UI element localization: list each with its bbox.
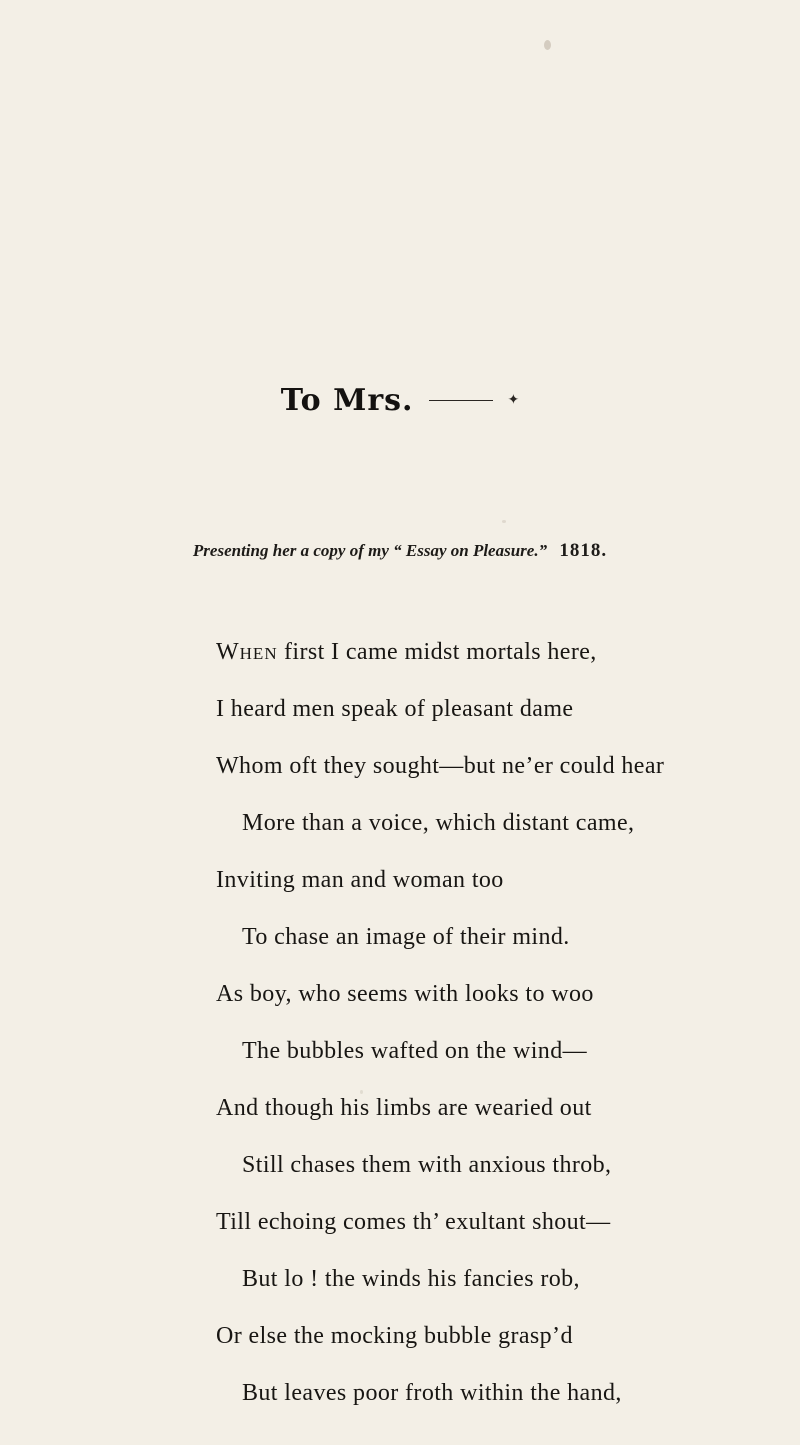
poem-line: Whom oft they sought—but ne’er could hear — [216, 753, 665, 779]
poem-line: Till echoing comes th’ exultant shout— — [216, 1209, 611, 1235]
poem-line: Inviting man and woman too — [216, 867, 504, 893]
dedication-subtitle — [0, 540, 800, 562]
poem-line: But leaves poor froth within the hand, — [242, 1380, 622, 1406]
poem-line: And though his limbs are wearied out — [216, 1095, 592, 1121]
paper-speck — [360, 1090, 363, 1094]
diamond-ornament-icon: ✦ — [507, 393, 520, 408]
paper-speck — [544, 40, 551, 50]
poem-line: More than a voice, which distant came, — [242, 810, 635, 836]
subtitle-year: 1818. — [559, 540, 608, 561]
title-text: To Mrs. — [280, 383, 414, 418]
poem-first-word: When — [216, 639, 278, 665]
poem-first-line-rest: first I came midst mortals here, — [277, 639, 597, 665]
poem-line: But lo ! the winds his fancies rob, — [242, 1266, 580, 1292]
poem-line: I heard men speak of pleasant dame — [216, 696, 574, 722]
paper-speck — [502, 520, 506, 523]
poem-line: To chase an image of their mind. — [242, 924, 570, 950]
title-dash — [429, 400, 493, 402]
poem-line: The bubbles wafted on the wind— — [242, 1038, 587, 1064]
poem-line: Or else the mocking bubble grasp’d — [216, 1323, 573, 1349]
poem-line — [216, 640, 597, 664]
poem-title — [0, 383, 800, 418]
poem-line: As boy, who seems with looks to woo — [216, 981, 594, 1007]
subtitle-text: Presenting her a copy of my “ Essay on Pleasure.” — [192, 541, 548, 560]
poem-line: Still chases them with anxious throb, — [242, 1152, 612, 1178]
